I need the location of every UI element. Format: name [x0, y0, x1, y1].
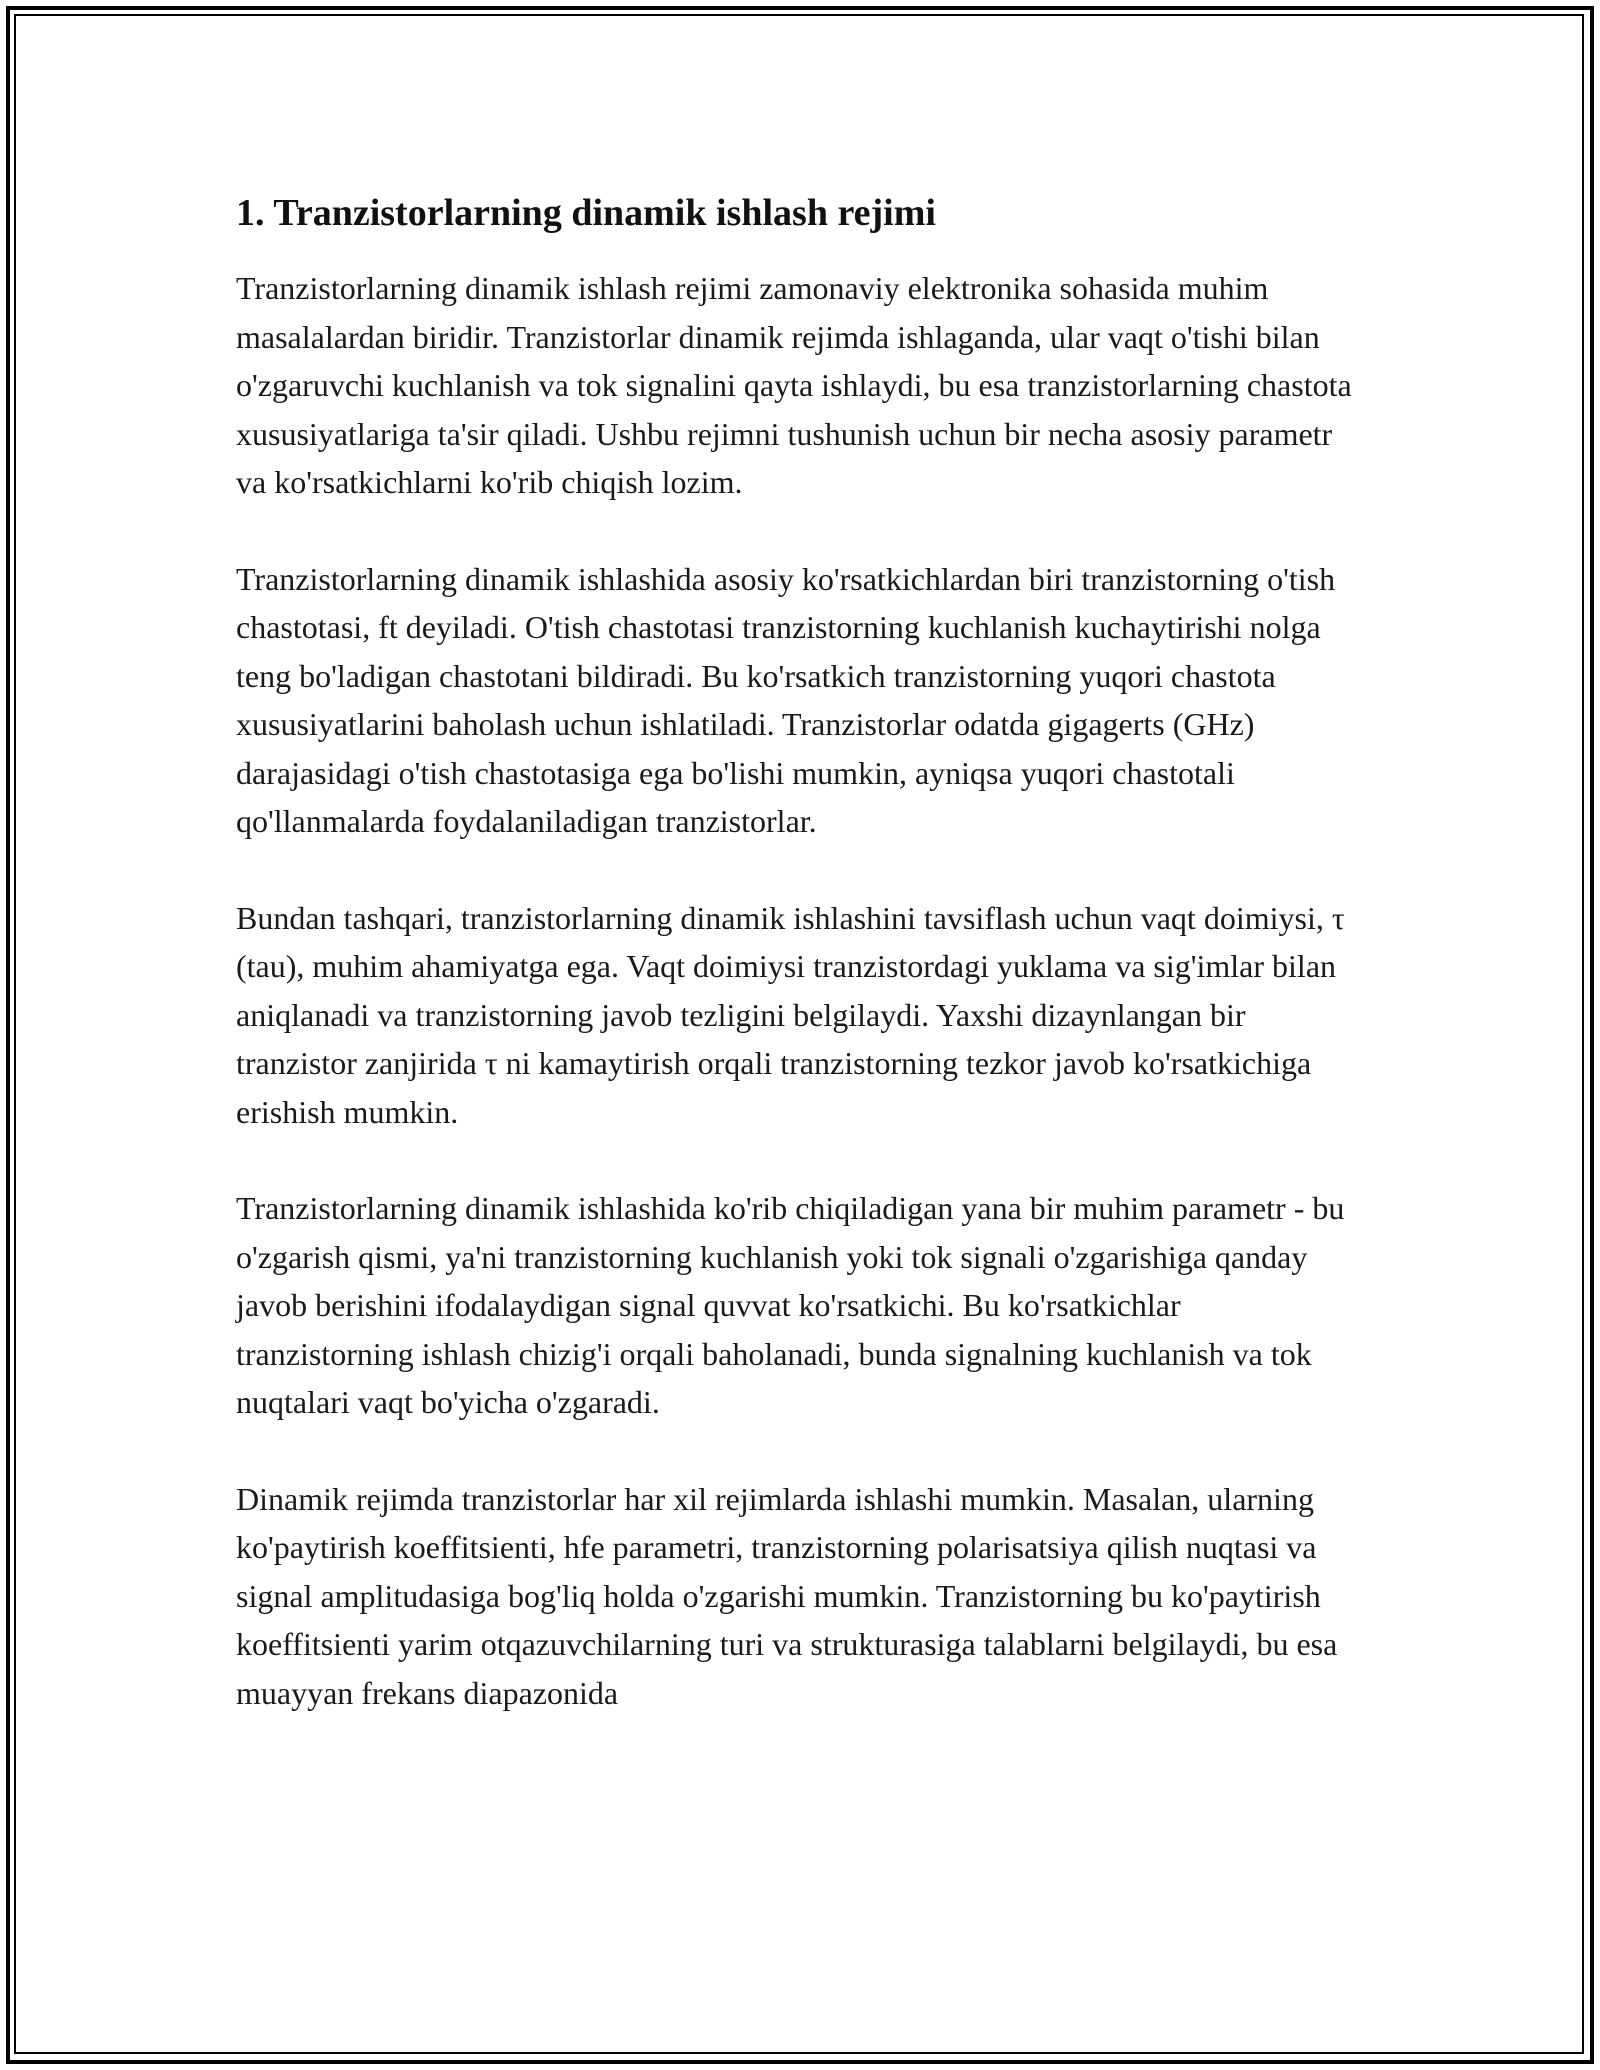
paragraph-3: Bundan tashqari, tranzistorlarning dinamik ishlashini tavsiflash uchun vaqt doimiysi, τ (tau), muhim ahamiyatga ega. Vaqt doimiysi tranzistordagi yuklama va sig'imlar bilan aniqlanadi va tranzistorning javob tezligini belgilaydi. Yaxshi dizaynlangan bir tranzistor zanjirida τ ni kamaytirish orqali tranzistorning tezkor javob ko'rsatkichiga erishish mumkin. [236, 899, 1345, 1130]
section-heading: 1. Tranzistorlarning dinamik ishlash rejimi [236, 192, 936, 234]
paragraph-5: Dinamik rejimda tranzistorlar har xil rejimlarda ishlashi mumkin. Masalan, ularning ko'paytirish koeffitsienti, hfe parametri, tranzistorning polarisatsiya qilish nuqtasi va signal amplitudasiga bog'liq holda o'zgarishi mumkin. Tranzistorning bu ko'paytirish koeffitsienti yarim otqazuvchilarning turi va strukturasiga talablarni belgilaydi, bu esa muayyan frekans diapazonida [236, 1480, 1338, 1711]
paragraph-4: Tranzistorlarning dinamik ishlashida ko'rib chiqiladigan yana bir muhim parametr - bu o'zgarish qismi, ya'ni tranzistorning kuchlanish yoki tok signali o'zgarishiga qanday javob berishini ifodalaydigan signal quvvat ko'rsatkichi. Bu ko'rsatkichlar tranzistorning ishlash chizig'i orqali baholanadi, bunda signalning kuchlanish va tok nuqtalari vaqt bo'yicha o'zgaradi. [236, 1190, 1345, 1420]
paragraph-1: Tranzistorlarning dinamik ishlash rejimi zamonaviy elektronika sohasida muhim masalalardan biridir. Tranzistorlar dinamik rejimda ishlaganda, ular vaqt o'tishi bilan o'zgaruvchi kuchlanish va tok signalini qayta ishlaydi, bu esa tranzistorlarning chastota xususiyatlariga ta'sir qiladi. Ushbu rejimni tushunish uchun bir necha asosiy parametr va ko'rsatkichlarni ko'rib chiqish lozim. [236, 270, 1352, 500]
document-body [236, 184, 1366, 1765]
paragraph-2: Tranzistorlarning dinamik ishlashida asosiy ko'rsatkichlardan biri tranzistorning o'tish chastotasi, ft deyiladi. O'tish chastotasi tranzistorning kuchlanish kuchaytirishi nolga teng bo'ladigan chastotani bildiradi. Bu ko'rsatkich tranzistorning yuqori chastota xususiyatlarini baholash uchun ishlatiladi. Tranzistorlar odatda gigagerts (GHz) darajasidagi o'tish chastotasiga ega bo'lishi mumkin, ayniqsa yuqori chastotali qo'llanmalarda foydalaniladigan tranzistorlar. [236, 560, 1336, 839]
